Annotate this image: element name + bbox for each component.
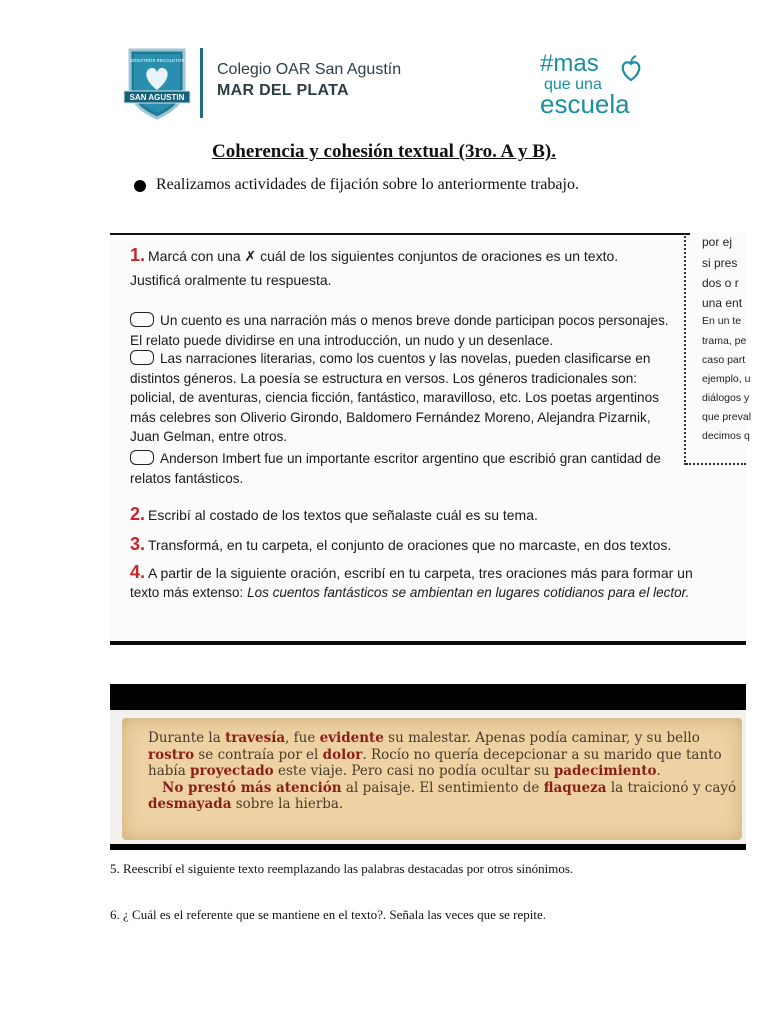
passage-run: al paisaje. El sentimiento de: [341, 779, 544, 796]
passage-run: .: [656, 763, 661, 779]
question-3: [130, 535, 671, 555]
exercise-6: 6. ¿ Cuál es el referente que se mantiene en el texto?. Señala las veces que se repite.: [110, 907, 547, 922]
sidebar-line: si pres: [702, 256, 738, 270]
passage-text: [148, 730, 738, 813]
option-c-text: Anderson Imbert fue un importante escritor argentino que escribió gran cantidad de relatos fantásticos.: [130, 451, 661, 486]
document-title: Coherencia y cohesión textual (3ro. A y B).: [212, 141, 556, 162]
sidebar-line: diálogos y: [702, 392, 750, 404]
highlighted-word: proyectado: [190, 763, 274, 779]
passage-run: la traicionó y cayó: [606, 779, 737, 796]
sidebar-line: ejemplo, u: [702, 373, 751, 385]
sidebar-line: decimos q: [702, 430, 750, 442]
parchment: [122, 718, 742, 840]
passage-run: sobre la hierba.: [231, 796, 344, 812]
option-c: [130, 449, 670, 488]
passage-bottom-rule: [110, 844, 746, 850]
black-band: [110, 684, 746, 710]
scan-bottom-rule: [110, 641, 746, 645]
question-3-number: 3.: [130, 534, 146, 554]
option-b: [130, 349, 670, 447]
sidebar-line: caso part: [702, 354, 746, 366]
highlighted-word: rostro: [148, 746, 195, 763]
question-3-text: Transformá, en tu carpeta, el conjunto de oraciones que no marcaste, en dos textos.: [148, 537, 672, 553]
sidebar-line: trama, pe: [702, 335, 747, 347]
question-4-line2: [130, 583, 689, 602]
logo-top-text: NOSOTROS RECOLETOS: [129, 58, 185, 63]
apple-heart-icon: [620, 54, 642, 82]
option-a-text: Un cuento es una narración más o menos breve donde participan pocos personajes. El relato puede dividirse en una introducción, un nudo y un desenlace.: [130, 313, 669, 348]
option-a: [130, 311, 670, 350]
sidebar-line: dos o r: [702, 276, 739, 290]
bullet-icon: [134, 180, 146, 192]
exercise-5: 5. Reescribí el siguiente texto reemplazando las palabras destacadas por otros sinónimos.: [110, 861, 574, 876]
intro-text: Realizamos actividades de fijación sobre lo anteriormente trabajo.: [156, 176, 579, 193]
highlighted-word: travesía: [225, 730, 286, 746]
question-4-sentence: Los cuentos fantásticos se ambientan en lugares cotidianos para el lector.: [247, 585, 690, 600]
question-2-number: 2.: [130, 504, 146, 524]
question-2-text: Escribí al costado de los textos que señalaste cuál es su tema.: [148, 507, 538, 523]
highlighted-word: flaqueza: [543, 779, 607, 796]
option-c-checkbox[interactable]: [130, 450, 154, 465]
highlighted-word: dolor: [322, 746, 363, 763]
question-1-text: Marcá con una ✗ cuál de los siguientes conjuntos de oraciones es un texto.: [148, 248, 619, 264]
header-divider: [200, 48, 203, 118]
slogan: [540, 52, 630, 117]
highlighted-word: evidente: [319, 730, 384, 746]
school-shield-logo: [122, 44, 192, 120]
question-4-lead: texto más extenso:: [130, 585, 248, 600]
passage-run: Durante la: [148, 730, 226, 746]
question-4: [130, 563, 693, 583]
option-b-text: Las narraciones literarias, como los cuentos y las novelas, pueden clasificarse en distintos géneros. La poesía se estructura en versos. Los géneros tradicionales son: policial, de aventuras, ciencia ficción, fantástico, maravilloso, etc. Los poetas argentinos más celebres son Oliverio Girondo, Baldomero Fernández Moreno, Alejandra Pizarnik, Juan Gelman, entre otros.: [130, 351, 659, 445]
passage-run: su malestar. Apenas podía caminar, y su bello: [383, 730, 700, 746]
question-1-line2: Justificá oralmente tu respuesta.: [130, 272, 332, 288]
textbook-scan: [110, 233, 752, 645]
sidebar-line: En un te: [702, 315, 742, 327]
passage-run: este viaje. Pero casi no podía ocultar su: [273, 763, 554, 779]
slogan-line1: #mas: [540, 50, 599, 77]
highlighted-word: No prestó más atención: [162, 779, 342, 796]
school-city: MAR DEL PLATA: [217, 82, 349, 99]
question-4-number: 4.: [130, 562, 146, 582]
sidebar-box-bottom: [686, 463, 746, 465]
option-b-checkbox[interactable]: [130, 350, 154, 365]
option-a-checkbox[interactable]: [130, 312, 154, 327]
question-1-number: 1.: [130, 245, 146, 265]
school-name: Colegio OAR San Agustín: [217, 61, 402, 78]
question-4-text: A partir de la siguiente oración, escribí en tu carpeta, tres oraciones más para formar un: [148, 565, 693, 581]
passage-image: [110, 710, 746, 850]
slogan-line3: escuela: [540, 89, 630, 119]
scan-top-rule: [110, 233, 690, 235]
highlighted-word: desmayada: [148, 796, 232, 812]
slogan-line2: que una: [544, 76, 602, 93]
sidebar-line: por ej: [702, 235, 733, 249]
sidebar-line: una ent: [702, 296, 743, 310]
question-1-line1: [130, 246, 618, 266]
highlighted-word: padecimiento: [553, 763, 657, 779]
question-2: [130, 505, 538, 525]
sidebar-box: [684, 233, 752, 465]
passage-run: , fue: [285, 730, 320, 746]
passage-run: . Rocío no quería decepcionar a su marido que tanto había: [148, 746, 722, 779]
sidebar-line: que preval: [702, 411, 752, 423]
passage-run: se contraía por el: [194, 746, 323, 763]
logo-banner: SAN AGUSTIN: [129, 93, 185, 102]
